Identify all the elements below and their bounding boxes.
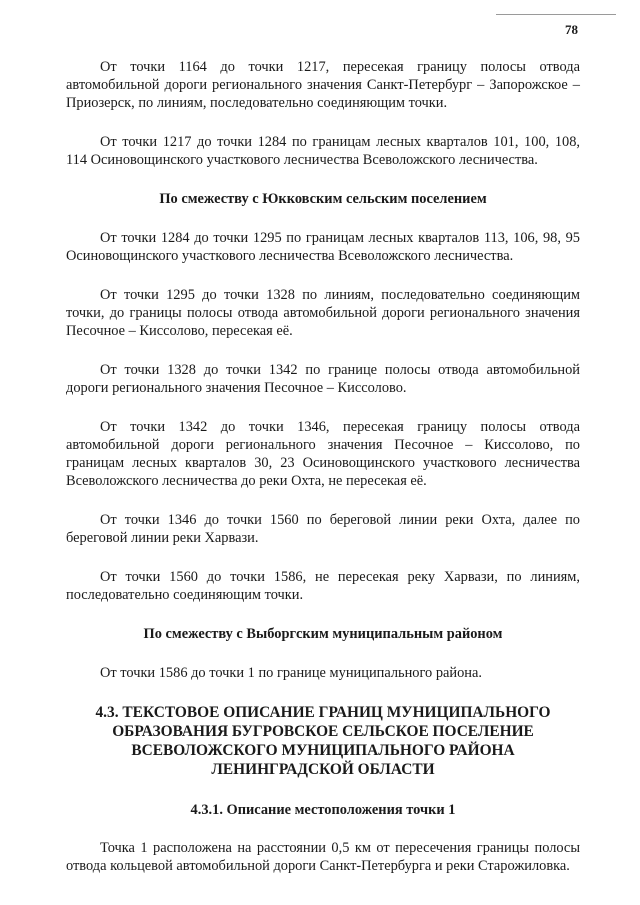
paragraph: Точка 1 расположена на расстоянии 0,5 км от пересечения границы полосы отвода кольцевой автомобильной дороги Санкт-Петербурга и реки Старожиловка. xyxy=(66,840,580,874)
paragraph: От точки 1342 до точки 1346, пересекая границу полосы отвода автомобильной дороги регионального значения Песочное – Киссолово, по границам лесных кварталов 30, 23 Осиновощинского участкового лесничества Всеволожского лесничества до реки Охта, не пересекая её. xyxy=(66,419,580,489)
subheading-yukkovskoe: По смежеству с Юкковским сельским поселением xyxy=(159,191,487,207)
subheading-vyborgsky: По смежеству с Выборгским муниципальным районом xyxy=(143,626,503,642)
section-heading: 4.3. ТЕКСТОВОЕ ОПИСАНИЕ ГРАНИЦ МУНИЦИПАЛЬНОГО ОБРАЗОВАНИЯ БУГРОВСКОЕ СЕЛЬСКОЕ ПОСЕЛЕНИЕ ВСЕВОЛОЖСКОГО МУНИЦИПАЛЬНОГО РАЙОНА ЛЕНИНГРАДСКОЙ ОБЛАСТИ xyxy=(95,704,551,778)
paragraph: От точки 1586 до точки 1 по границе муниципального района. xyxy=(100,665,482,681)
paragraph: От точки 1295 до точки 1328 по линиям, последовательно соединяющим точки, до границы полосы отвода автомобильной дороги регионального значения Песочное – Киссолово, пересекая её. xyxy=(66,287,580,339)
paragraph: От точки 1164 до точки 1217, пересекая границу полосы отвода автомобильной дороги регионального значения Санкт-Петербург – Запорожское – Приозерск, по линиям, последовательно соединяющим точки. xyxy=(66,59,580,111)
sub-section-heading: 4.3.1. Описание местоположения точки 1 xyxy=(190,802,456,818)
page-number: 78 xyxy=(565,22,578,37)
paragraph: От точки 1328 до точки 1342 по границе полосы отвода автомобильной дороги регионального значения Песочное – Киссолово. xyxy=(66,362,580,396)
paragraph: От точки 1346 до точки 1560 по береговой линии реки Охта, далее по береговой линии реки Харвази. xyxy=(66,512,580,546)
paragraph: От точки 1560 до точки 1586, не пересекая реку Харвази, по линиям, последовательно соединяющим точки. xyxy=(66,569,580,603)
page-content xyxy=(66,58,580,896)
paragraph: От точки 1217 до точки 1284 по границам лесных кварталов 101, 100, 108, 114 Осиновощинского участкового лесничества Всеволожского лесничества. xyxy=(66,134,580,168)
header-rule xyxy=(496,14,616,15)
paragraph: От точки 1284 до точки 1295 по границам лесных кварталов 113, 106, 98, 95 Осиновощинского участкового лесничества Всеволожского лесничества. xyxy=(66,230,580,264)
